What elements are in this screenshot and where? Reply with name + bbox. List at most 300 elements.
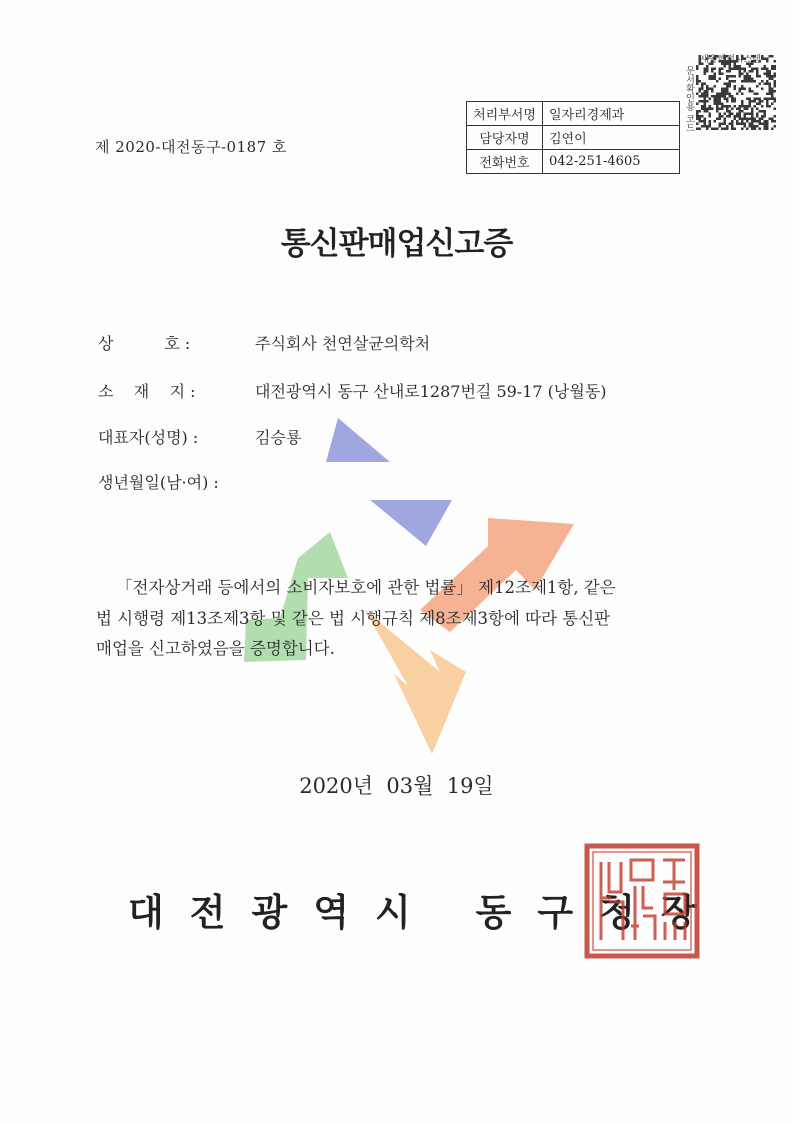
qr-module	[711, 78, 714, 81]
qr-module	[769, 93, 772, 96]
qr-module	[714, 98, 717, 101]
qr-module	[729, 83, 732, 86]
qr-module	[734, 88, 737, 91]
qr-module	[751, 120, 754, 123]
qr-module	[769, 55, 772, 58]
qr-module	[729, 115, 732, 118]
qr-module	[736, 120, 739, 123]
qr-module	[751, 115, 754, 118]
qr-module	[709, 105, 712, 108]
statement-line: 「전자상거래 등에서의 소비자보호에 관한 법률」 제12조제1항, 같은	[116, 578, 616, 597]
qr-module	[704, 108, 707, 111]
qr-module	[731, 120, 734, 123]
qr-module	[709, 108, 712, 111]
qr-module	[729, 85, 732, 88]
qr-module	[696, 115, 699, 118]
qr-module	[754, 68, 757, 71]
qr-module	[744, 58, 747, 61]
qr-side-label: 문서확인용 코드	[684, 66, 694, 132]
qr-module	[736, 65, 739, 68]
qr-module	[754, 125, 757, 128]
qr-module	[744, 108, 747, 111]
qr-module	[749, 78, 752, 81]
qr-module	[701, 108, 704, 111]
qr-module	[759, 118, 762, 121]
qr-module	[761, 115, 764, 118]
emblem-blue-arrow-tail	[370, 500, 452, 546]
qr-module	[764, 83, 767, 86]
qr-module	[774, 108, 777, 111]
qr-module	[719, 70, 722, 73]
qr-module	[766, 120, 769, 123]
qr-module	[744, 70, 747, 73]
qr-module	[756, 115, 759, 118]
qr-module	[726, 78, 729, 81]
qr-module	[741, 73, 744, 76]
qr-module	[734, 100, 737, 103]
qr-module	[741, 105, 744, 108]
qr-module	[774, 80, 777, 83]
birthdate-label: 생년월일(남·여) :	[98, 473, 219, 492]
qr-module	[701, 95, 704, 98]
qr-module	[716, 93, 719, 96]
qr-module	[754, 118, 757, 121]
qr-module	[736, 58, 739, 61]
qr-module	[726, 70, 729, 73]
qr-module	[724, 128, 727, 131]
qr-module	[739, 75, 742, 78]
qr-module	[719, 93, 722, 96]
document-verification-code	[695, 55, 777, 130]
qr-module	[724, 88, 727, 91]
qr-module	[761, 110, 764, 113]
qr-module	[774, 90, 777, 93]
qr-module	[751, 78, 754, 81]
qr-module	[716, 105, 719, 108]
qr-module	[709, 125, 712, 128]
qr-module	[726, 75, 729, 78]
qr-module	[714, 58, 717, 61]
qr-module	[741, 128, 744, 131]
qr-module	[746, 120, 749, 123]
qr-module	[736, 55, 739, 58]
qr-module	[711, 95, 714, 98]
qr-module	[704, 83, 707, 86]
qr-module	[771, 68, 774, 71]
qr-module	[709, 123, 712, 126]
qr-module	[701, 85, 704, 88]
qr-module	[709, 115, 712, 118]
official-seal-stamp	[583, 842, 701, 960]
qr-module	[734, 85, 737, 88]
qr-module	[756, 108, 759, 111]
qr-module	[704, 118, 707, 121]
qr-module	[756, 85, 759, 88]
qr-module	[739, 110, 742, 113]
qr-module	[716, 108, 719, 111]
qr-module	[741, 100, 744, 103]
qr-module	[756, 70, 759, 73]
qr-module	[726, 100, 729, 103]
qr-module	[751, 125, 754, 128]
qr-module	[721, 105, 724, 108]
qr-module	[744, 115, 747, 118]
qr-module	[749, 105, 752, 108]
qr-module	[774, 73, 777, 76]
qr-module	[704, 120, 707, 123]
table-row	[467, 150, 680, 174]
qr-module	[766, 100, 769, 103]
qr-module	[774, 75, 777, 78]
qr-module	[731, 100, 734, 103]
qr-module	[719, 115, 722, 118]
qr-module	[724, 58, 727, 61]
qr-module	[769, 105, 772, 108]
qr-module	[701, 105, 704, 108]
qr-module	[749, 123, 752, 126]
qr-module	[701, 115, 704, 118]
qr-module	[774, 120, 777, 123]
qr-module	[756, 98, 759, 101]
qr-module	[699, 90, 702, 93]
qr-module	[731, 125, 734, 128]
qr-module	[709, 113, 712, 116]
qr-module	[699, 95, 702, 98]
qr-module	[739, 68, 742, 71]
qr-module	[714, 128, 717, 131]
qr-module	[736, 108, 739, 111]
qr-module	[741, 110, 744, 113]
qr-module	[774, 68, 777, 71]
qr-module	[741, 88, 744, 91]
qr-module	[764, 128, 767, 131]
qr-module	[764, 120, 767, 123]
qr-module	[739, 105, 742, 108]
qr-module	[699, 115, 702, 118]
qr-module	[761, 58, 764, 61]
qr-module	[766, 70, 769, 73]
issue-date: 2020년 03월 19일	[299, 774, 494, 798]
qr-module	[716, 118, 719, 121]
qr-module	[766, 75, 769, 78]
qr-module	[769, 75, 772, 78]
qr-module	[739, 115, 742, 118]
qr-module	[721, 115, 724, 118]
qr-module	[756, 113, 759, 116]
qr-module	[724, 120, 727, 123]
qr-module	[774, 115, 777, 118]
qr-module	[721, 90, 724, 93]
qr-module	[771, 95, 774, 98]
qr-module	[699, 110, 702, 113]
page-title: 통신판매업신고증	[280, 226, 513, 262]
qr-module	[724, 123, 727, 126]
qr-module	[736, 60, 739, 63]
qr-module	[754, 55, 757, 58]
qr-module	[744, 123, 747, 126]
document-number: 제 2020-대전동구-0187 호	[95, 138, 287, 156]
qr-module	[706, 90, 709, 93]
qr-module	[729, 105, 732, 108]
qr-module	[751, 60, 754, 63]
qr-module	[761, 123, 764, 126]
qr-module	[706, 68, 709, 71]
qr-module	[719, 98, 722, 101]
qr-module	[761, 100, 764, 103]
qr-module	[701, 120, 704, 123]
statement-line: 매업을 신고하였음을 증명합니다.	[96, 639, 335, 658]
qr-module	[699, 63, 702, 66]
qr-module	[741, 118, 744, 121]
statement-line: 법 시행령 제13조제3항 및 같은 법 시행규칙 제8조제3항에 따라 통신판	[96, 608, 611, 628]
qr-module	[749, 80, 752, 83]
qr-module	[766, 105, 769, 108]
qr-module	[726, 105, 729, 108]
qr-module	[696, 118, 699, 121]
qr-module	[699, 58, 702, 61]
qr-module	[731, 113, 734, 116]
qr-module	[746, 78, 749, 81]
qr-module	[724, 95, 727, 98]
qr-module	[766, 68, 769, 71]
qr-module	[714, 100, 717, 103]
qr-module	[729, 68, 732, 71]
qr-module	[734, 80, 737, 83]
qr-module	[704, 103, 707, 106]
qr-module	[764, 73, 767, 76]
qr-module	[719, 125, 722, 128]
qr-module	[764, 125, 767, 128]
qr-module	[731, 95, 734, 98]
qr-module	[731, 98, 734, 101]
qr-module	[719, 100, 722, 103]
qr-module	[749, 63, 752, 66]
qr-module	[719, 103, 722, 106]
qr-module	[744, 125, 747, 128]
qr-module	[696, 78, 699, 81]
qr-module	[744, 118, 747, 121]
qr-module	[701, 93, 704, 96]
qr-module	[729, 63, 732, 66]
qr-module	[751, 80, 754, 83]
qr-module	[741, 68, 744, 71]
business-name-value: 주식회사 천연살균의학처	[255, 334, 431, 353]
qr-module	[721, 73, 724, 76]
qr-module	[706, 95, 709, 98]
qr-module	[729, 70, 732, 73]
qr-module	[721, 93, 724, 96]
qr-module	[726, 110, 729, 113]
qr-module	[774, 60, 777, 63]
qr-module	[696, 113, 699, 116]
qr-module	[729, 58, 732, 61]
qr-module	[724, 113, 727, 116]
qr-module	[704, 93, 707, 96]
qr-module	[754, 128, 757, 131]
qr-module	[724, 60, 727, 63]
qr-module	[696, 68, 699, 71]
qr-module	[766, 123, 769, 126]
qr-module	[769, 70, 772, 73]
qr-module	[726, 128, 729, 131]
qr-module	[751, 63, 754, 66]
qr-module	[746, 80, 749, 83]
qr-module	[714, 120, 717, 123]
qr-module	[744, 105, 747, 108]
qr-module	[709, 63, 712, 66]
qr-module	[719, 113, 722, 116]
qr-module	[724, 98, 727, 101]
qr-module	[771, 78, 774, 81]
department-value: 일자리경제과	[543, 102, 680, 126]
qr-module	[696, 93, 699, 96]
qr-module	[699, 80, 702, 83]
qr-module	[739, 88, 742, 91]
qr-module	[724, 63, 727, 66]
qr-module	[766, 93, 769, 96]
qr-module	[696, 103, 699, 106]
qr-module	[751, 108, 754, 111]
qr-module	[774, 98, 777, 101]
issuing-authority: 대전광역시 동구청장	[128, 890, 723, 934]
qr-module	[739, 118, 742, 121]
qr-module	[734, 68, 737, 71]
qr-module	[751, 113, 754, 116]
department-info-table	[466, 101, 680, 174]
qr-module	[766, 60, 769, 63]
qr-module	[744, 80, 747, 83]
qr-module	[731, 75, 734, 78]
qr-module	[696, 110, 699, 113]
qr-module	[739, 113, 742, 116]
qr-module	[744, 78, 747, 81]
qr-module	[699, 55, 702, 58]
qr-module	[746, 108, 749, 111]
qr-module	[696, 128, 699, 131]
qr-module	[731, 80, 734, 83]
qr-module	[709, 75, 712, 78]
qr-module	[711, 88, 714, 91]
qr-module	[771, 93, 774, 96]
qr-module	[719, 78, 722, 81]
qr-module	[724, 118, 727, 121]
qr-module	[764, 113, 767, 116]
qr-module	[741, 85, 744, 88]
qr-module	[721, 123, 724, 126]
qr-module	[774, 83, 777, 86]
qr-module	[754, 80, 757, 83]
representative-label: 대표자(성명) :	[98, 428, 199, 447]
qr-module	[731, 128, 734, 131]
qr-module	[749, 75, 752, 78]
qr-module	[704, 70, 707, 73]
officer-value: 김연이	[543, 126, 680, 150]
qr-module	[759, 100, 762, 103]
qr-module	[744, 113, 747, 116]
qr-module	[751, 110, 754, 113]
qr-module	[754, 93, 757, 96]
qr-module	[696, 80, 699, 83]
qr-module	[774, 85, 777, 88]
qr-module	[751, 100, 754, 103]
qr-module	[726, 60, 729, 63]
qr-module	[771, 55, 774, 58]
qr-module	[724, 65, 727, 68]
qr-module	[699, 128, 702, 131]
qr-module	[729, 93, 732, 96]
qr-module	[701, 83, 704, 86]
qr-module	[711, 108, 714, 111]
qr-module	[741, 103, 744, 106]
qr-module	[704, 73, 707, 76]
qr-module	[754, 120, 757, 123]
qr-module	[706, 58, 709, 61]
qr-module	[716, 55, 719, 58]
qr-module	[759, 128, 762, 131]
qr-module	[706, 125, 709, 128]
qr-module	[746, 73, 749, 76]
qr-module	[766, 83, 769, 86]
qr-module	[771, 103, 774, 106]
qr-module	[751, 68, 754, 71]
qr-module	[726, 115, 729, 118]
qr-module	[759, 98, 762, 101]
qr-module	[729, 110, 732, 113]
qr-module	[771, 65, 774, 68]
qr-module	[701, 63, 704, 66]
qr-module	[721, 108, 724, 111]
qr-module	[749, 98, 752, 101]
qr-module	[771, 90, 774, 93]
qr-module	[711, 75, 714, 78]
qr-module	[766, 80, 769, 83]
qr-module	[769, 78, 772, 81]
qr-module	[719, 73, 722, 76]
qr-module	[734, 128, 737, 131]
qr-module	[741, 93, 744, 96]
qr-module	[704, 125, 707, 128]
qr-module	[721, 103, 724, 106]
qr-module	[709, 120, 712, 123]
qr-module	[726, 83, 729, 86]
qr-module	[741, 80, 744, 83]
qr-module	[736, 113, 739, 116]
qr-module	[696, 83, 699, 86]
qr-module	[699, 60, 702, 63]
qr-module	[714, 85, 717, 88]
qr-module	[711, 128, 714, 131]
qr-module	[761, 80, 764, 83]
qr-module	[721, 128, 724, 131]
qr-module	[714, 68, 717, 71]
qr-module	[749, 65, 752, 68]
qr-module	[749, 118, 752, 121]
qr-module	[714, 75, 717, 78]
qr-module	[766, 125, 769, 128]
qr-module	[766, 103, 769, 106]
qr-module	[759, 110, 762, 113]
qr-module	[769, 88, 772, 91]
qr-module	[751, 55, 754, 58]
qr-module	[739, 123, 742, 126]
qr-module	[709, 55, 712, 58]
qr-module	[769, 98, 772, 101]
qr-module	[751, 118, 754, 121]
qr-module	[759, 83, 762, 86]
qr-module	[749, 100, 752, 103]
qr-module	[739, 70, 742, 73]
department-label: 처리부서명	[467, 102, 543, 126]
